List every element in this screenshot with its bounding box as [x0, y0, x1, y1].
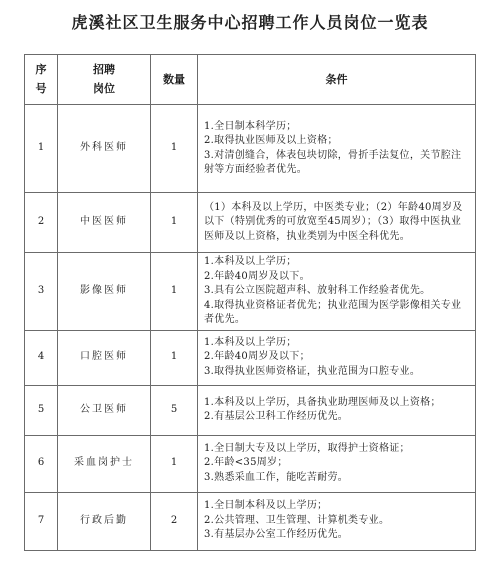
row-position: 外科医师 — [58, 105, 151, 193]
row-position: 采血岗护士 — [58, 435, 151, 492]
row-quantity: 5 — [151, 385, 198, 435]
row-seq: 6 — [25, 435, 58, 492]
condition-line: 3.取得执业医师资格证，执业范围为口腔专业。 — [204, 365, 421, 377]
row-seq: 7 — [25, 492, 58, 550]
row-seq: 4 — [25, 330, 58, 385]
header-seq — [25, 55, 58, 105]
condition-line: 1.本科及以上学历； — [204, 256, 297, 267]
row-quantity: 2 — [151, 492, 198, 550]
table-row — [25, 330, 476, 385]
condition-line: 2.年龄40周岁及以下。 — [204, 270, 310, 282]
table-header-row — [25, 55, 476, 105]
row-quantity: 1 — [151, 253, 198, 331]
condition-line: 3.熟悉采血工作，能吃苦耐劳。 — [204, 471, 349, 483]
condition-line: 2.年龄<35周岁； — [204, 457, 288, 469]
row-seq: 1 — [25, 105, 58, 193]
condition-line: 2.取得执业医师及以上资格； — [204, 135, 338, 146]
condition-line: 3.具有公立医院超声科、放射科工作经验者优先。 — [204, 285, 431, 296]
row-quantity: 1 — [151, 435, 198, 492]
header-position-line2: 岗位 — [93, 81, 115, 95]
table-row — [25, 193, 476, 253]
row-conditions — [198, 492, 476, 550]
row-conditions — [198, 435, 476, 492]
table-row — [25, 253, 476, 331]
row-position: 中医医师 — [58, 193, 151, 253]
row-conditions — [198, 330, 476, 385]
condition-line: 1.本科及以上学历，具备执业助理医师及以上资格； — [204, 396, 441, 408]
table-row — [25, 385, 476, 435]
condition-line: 1.全日制大专及以上学历，取得护士资格证； — [204, 442, 410, 454]
row-position: 公卫医师 — [58, 385, 151, 435]
row-seq: 3 — [25, 253, 58, 331]
row-seq: 2 — [25, 193, 58, 253]
row-conditions — [198, 253, 476, 331]
header-position — [58, 55, 151, 105]
row-conditions — [198, 193, 476, 253]
table-row — [25, 105, 476, 193]
condition-line: 2.年龄40周岁及以下； — [204, 351, 310, 363]
condition-line: 2.有基层公卫科工作经历优先。 — [204, 411, 349, 422]
condition-line: （1）本科及以上学历，中医类专业；（2）年龄40周岁及以下（特别优秀的可放宽至45周岁）；（3）取得中医执业医师及以上资格，执业类别为中医全科优先。 — [204, 201, 463, 242]
row-position: 影像医师 — [58, 253, 151, 331]
condition-line: 4.取得执业资格证者优先；执业范围为医学影像相关专业者优先。 — [204, 299, 462, 325]
condition-line: 3.有基层办公室工作经历优先。 — [204, 529, 349, 541]
row-conditions — [198, 105, 476, 193]
condition-line: 2.公共管理、卫生管理、计算机类专业。 — [204, 514, 390, 526]
condition-line: 1.全日制本科及以上学历； — [204, 500, 328, 512]
row-conditions — [198, 385, 476, 435]
condition-line: 1.全日制本科学历； — [204, 120, 297, 132]
condition-line: 1.本科及以上学历； — [204, 336, 297, 348]
row-position: 口腔医师 — [58, 330, 151, 385]
condition-line: 3.对清创缝合，体表包块切除，骨折手法复位，关节腔注射等方面经验者优先。 — [204, 149, 462, 175]
header-seq-line2: 号 — [35, 81, 47, 95]
header-conditions: 条件 — [198, 55, 476, 105]
row-seq: 5 — [25, 385, 58, 435]
row-quantity: 1 — [151, 330, 198, 385]
row-position: 行政后勤 — [58, 492, 151, 550]
header-position-line1: 招聘 — [93, 62, 115, 76]
header-seq-line1: 序 — [35, 62, 47, 76]
header-quantity: 数量 — [151, 55, 198, 105]
page-title: 虎溪社区卫生服务中心招聘工作人员岗位一览表 — [71, 13, 429, 32]
table-row — [25, 435, 476, 492]
table-row — [25, 492, 476, 550]
recruitment-table — [24, 54, 476, 551]
row-quantity: 1 — [151, 193, 198, 253]
row-quantity: 1 — [151, 105, 198, 193]
